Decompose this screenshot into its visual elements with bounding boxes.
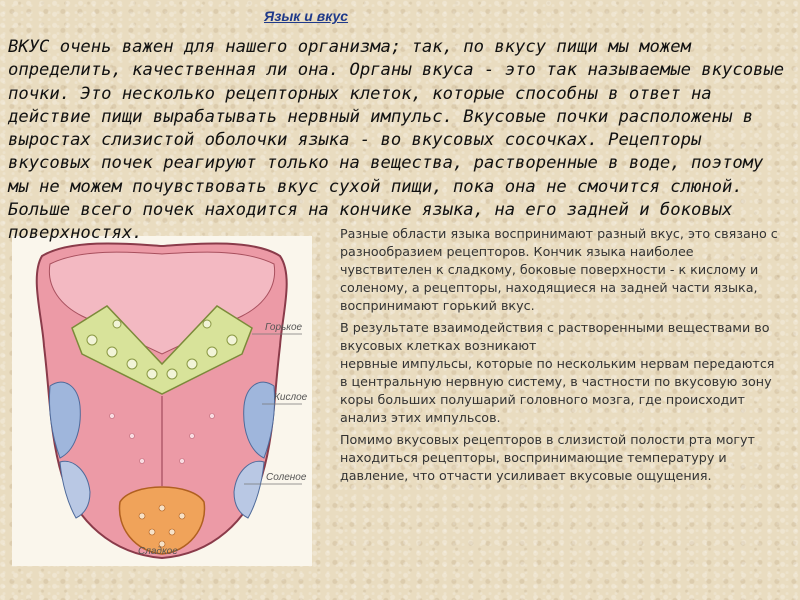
tongue-diagram bbox=[12, 236, 312, 566]
label-sweet: Сладкое bbox=[138, 546, 178, 557]
side-paragraph-2: В результате взаимодействия с растворенными веществами во вкусовых клетках возникают bbox=[340, 320, 770, 353]
intro-paragraph: ВКУС очень важен для нашего организма; так, по вкусу пищи мы можем определить, качественная ли она. Органы вкуса - это так называемые вкусовые почки. Это несколько рецепторных клеток, которые способны в ответ на действие пищи вырабатывать нервный импульс. Вкусовые почки расположены в выростах слизистой оболочки языка - во вкусовых сосочках. Рецепторы вкусовых почек реагируют только на вещества, растворенные в воде, поэтому мы не можем почувствовать вкус сухой пищи, пока она не смочится слюной. Больше всего почек находится на кончике языка, на его задней и боковых поверхностях. bbox=[8, 37, 785, 244]
side-text bbox=[340, 225, 785, 489]
side-paragraph-4: Помимо вкусовых рецепторов в слизистой полости рта могут находиться рецепторы, воспринимающие температуру и давление, что отчасти усиливает вкусовые ощущения. bbox=[340, 432, 755, 483]
label-sour: Кислое bbox=[274, 392, 308, 403]
tongue-figure bbox=[12, 236, 312, 566]
slide-title: Язык и вкус bbox=[264, 8, 349, 24]
label-bitter: Горькое bbox=[265, 322, 303, 333]
side-paragraph-1: Разные области языка воспринимают разный вкус, это связано с разнообразием рецепторов. Кончик языка наиболее чувствителен к сладкому, боковые поверхности - к кислому и соленому, а рецепторы, находящиеся на задней части языка, воспринимают горький вкус. bbox=[340, 226, 778, 313]
side-paragraph-3: нервные импульсы, которые по нескольким нервам передаются в центральную нервную систему, в частности по вкусовую зону коры больших полушарий головного мозга, где происходит анализ этих импульсов. bbox=[340, 356, 775, 425]
label-salty: Соленое bbox=[266, 472, 307, 483]
